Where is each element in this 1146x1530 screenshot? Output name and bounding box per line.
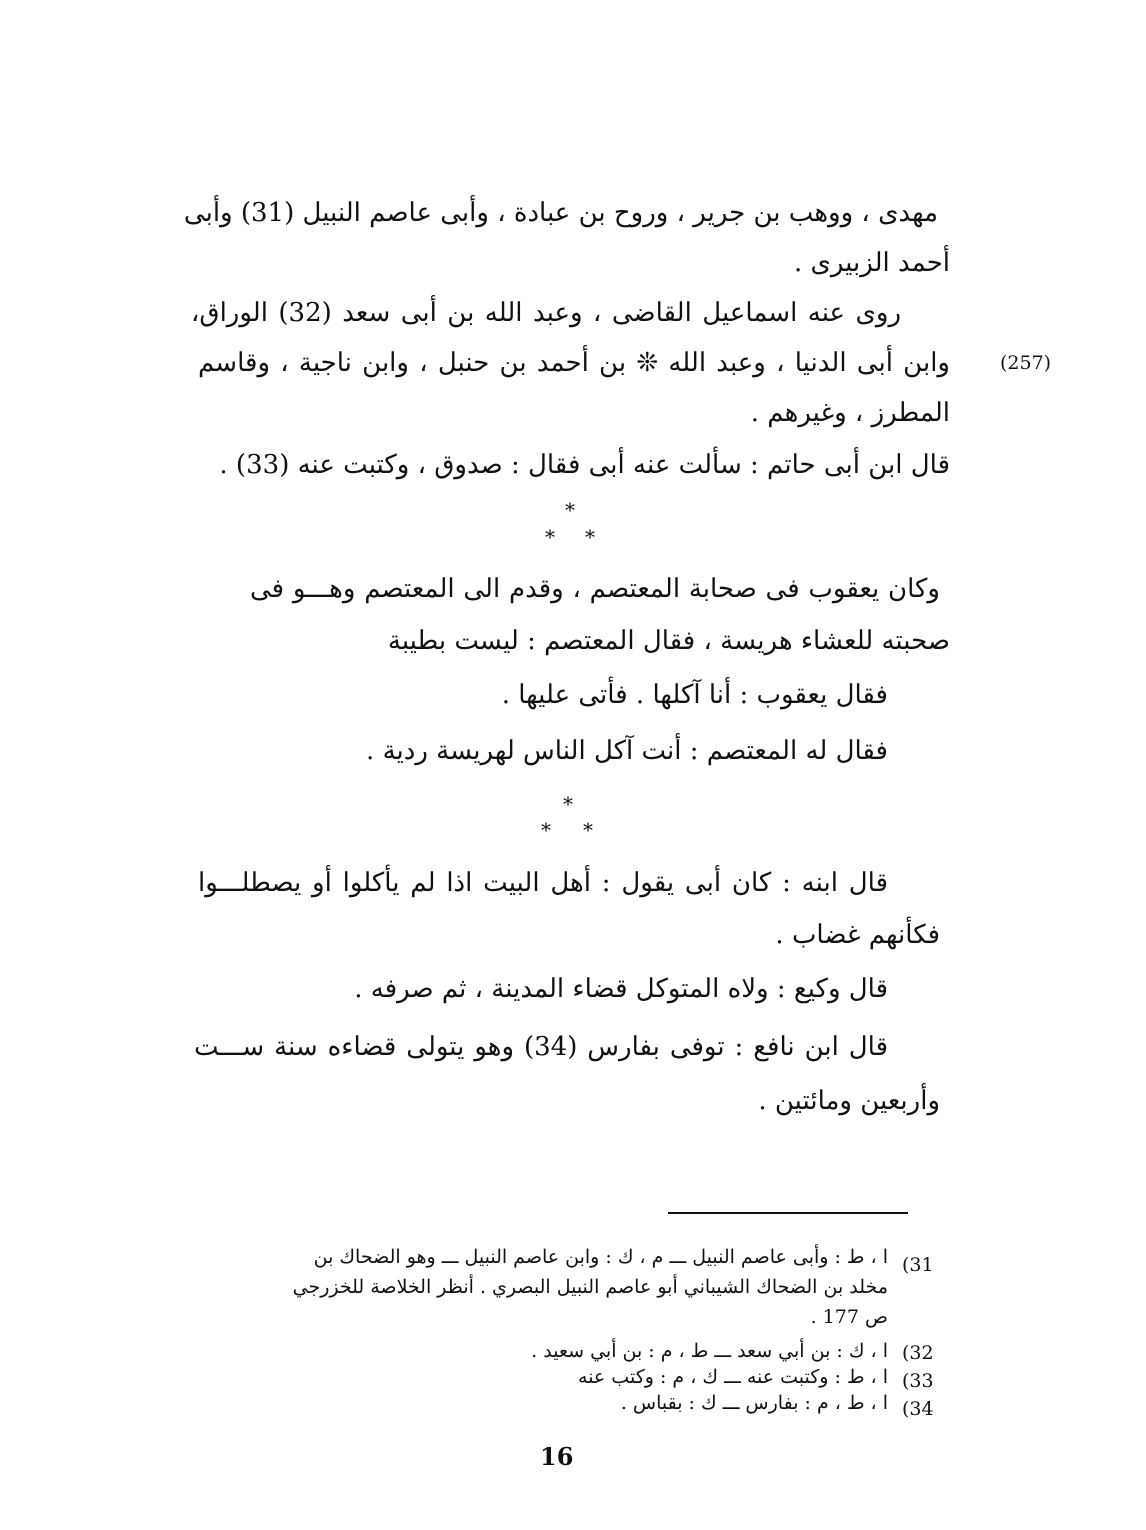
footnote-number: (31 bbox=[902, 1254, 934, 1276]
footnote-line: ا ، ط ، م : بفارس ـــ ك : بقباس . bbox=[620, 1392, 888, 1414]
text-line: فقال له المعتصم : أنت آكل الناس لهريسة ردية . bbox=[366, 736, 888, 766]
text-line: وكان يعقوب فى صحابة المعتصم ، وقدم الى المعتصم وهـــو فى bbox=[250, 574, 940, 604]
footnote-number: (34 bbox=[902, 1398, 934, 1420]
text-line: قال ابن نافع : توفى بفارس (34) وهو يتولى قضاءه سنة ســـت bbox=[194, 1032, 888, 1062]
footnote-number: (33 bbox=[902, 1370, 934, 1392]
footnote-line: ا ، ك : بن أبي سعد ـــ ط ، م : بن أبي سعيد . bbox=[531, 1340, 888, 1362]
text-line: فقال يعقوب : أنا آكلها . فأتى عليها . bbox=[501, 680, 888, 710]
section-separator: * bbox=[563, 792, 573, 816]
section-separator: * bbox=[565, 498, 575, 522]
footnote-line: ص 177 . bbox=[810, 1306, 888, 1328]
text-line: قال وكيع : ولاه المتوكل قضاء المدينة ، ثم صرفه . bbox=[354, 974, 888, 1004]
text-line: المطرز ، وغيرهم . bbox=[750, 398, 950, 428]
footnote-line: ا ، ط : وأبى عاصم النبيل ـــ م ، ك : وابن عاصم النبيل ـــ وهو الضحاك بن bbox=[313, 1246, 888, 1268]
footnote-divider bbox=[668, 1212, 908, 1214]
section-separator: * bbox=[545, 525, 555, 549]
footnote-number: (32 bbox=[902, 1342, 934, 1364]
footnote-line: ا ، ط : وكتبت عنه ـــ ك ، م : وكتب عنه bbox=[578, 1366, 888, 1388]
section-separator: * bbox=[541, 818, 551, 842]
margin-page-reference: (257) bbox=[1000, 352, 1052, 374]
text-line: وأربعين ومائتين . bbox=[758, 1086, 940, 1116]
section-separator: * bbox=[583, 818, 593, 842]
section-separator: * bbox=[585, 525, 595, 549]
text-line: روى عنه اسماعيل القاضى ، وعبد الله بن أبى سعد (32) الوراق، bbox=[191, 298, 901, 328]
text-line: مهدى ، ووهب بن جرير ، وروح بن عبادة ، وأبى عاصم النبيل (31) وأبى bbox=[183, 198, 938, 228]
text-line: صحبته للعشاء هريسة ، فقال المعتصم : ليست بطيبة bbox=[387, 626, 950, 656]
text-line: وابن أبى الدنيا ، وعبد الله ❊ بن أحمد بن حنبل ، وابن ناجية ، وقاسم bbox=[198, 348, 950, 378]
text-line: أحمد الزبيرى . bbox=[793, 248, 950, 278]
text-line: فكأنهم غضاب . bbox=[775, 920, 940, 950]
page-number: 16 bbox=[540, 1442, 574, 1471]
text-line: قال ابنه : كان أبى يقول : أهل البيت اذا لم يأكلوا أو يصطلـــوا bbox=[198, 868, 888, 898]
text-line: قال ابن أبى حاتم : سألت عنه أبى فقال : صدوق ، وكتبت عنه (33) . bbox=[219, 450, 950, 480]
footnote-line: مخلد بن الضحاك الشيباني أبو عاصم النبيل البصري . أنظر الخلاصة للخزرجي bbox=[292, 1276, 888, 1298]
